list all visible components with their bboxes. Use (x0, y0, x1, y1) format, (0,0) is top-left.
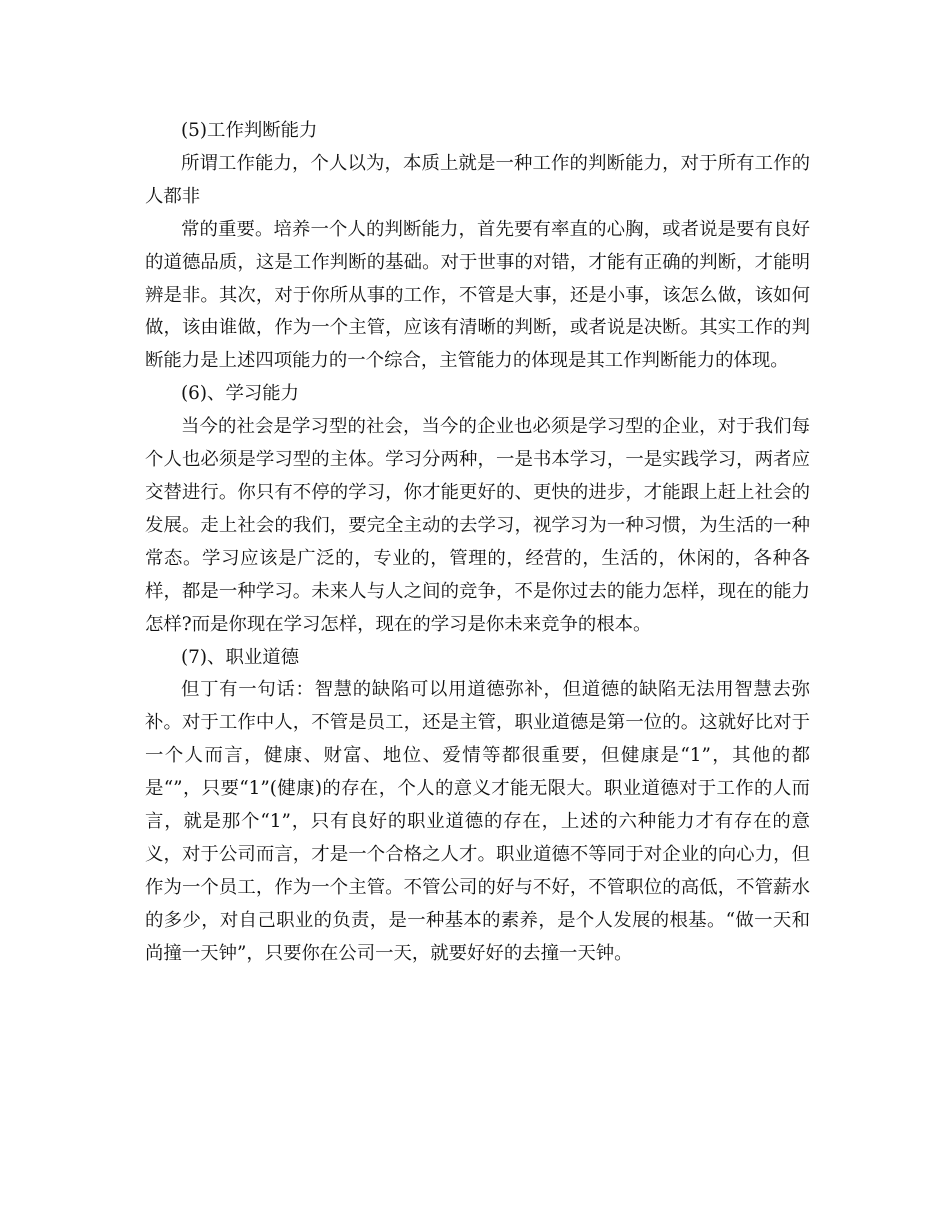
section-heading-5: (5)工作判断能力 (181, 120, 318, 141)
paragraph-6: 当今的社会是学习型的社会，当今的企业也必须是学习型的企业，对于我们每个人也必须是学习型的主体。学习分两种，一是书本学习，一是实践学习，两者应交替进行。你只有不停的学习，你才能更好的、更快的进步，才能跟上赶上社会的发展。走上社会的我们，要完全主动的去学习，视学习为一种习惯，为生活的一种常态。学习应该是广泛的，专业的，管理的，经营的，生活的，休闲的，各种各样，都是一种学习。未来人与人之间的竞争，不是你过去的能力怎样，现在的能力怎样?而是你现在学习怎样，现在的学习是你未来竞争的根本。 (145, 416, 810, 635)
document-body (145, 115, 810, 971)
section-heading-6: (6)、学习能力 (181, 383, 300, 405)
paragraph-7: 但丁有一句话：智慧的缺陷可以用道德弥补，但道德的缺陷无法用智慧去弥补。对于工作中人，不管是员工，还是主管，职业道德是第一位的。这就好比对于一个人而言，健康、财富、地位、爱情等都很重要，但健康是“1”，其他的都是“”，只要“1”(健康)的存在，个人的意义才能无限大。职业道德对于工作的人而言，就是那个“1”，只有良好的职业道德的存在，上述的六种能力才有存在的意义，对于公司而言，才是一个合格之人才。职业道德不等同于对企业的向心力，但作为一个员工，作为一个主管。不管公司的好与不好，不管职位的高低，不管薪水的多少，对自己职业的负责，是一种基本的素养，是个人发展的根基。“做一天和尚撞一天钟”，只要你在公司一天，就要好好的去撞一天钟。 (145, 679, 810, 964)
paragraph-5a: 所谓工作能力，个人以为，本质上就是一种工作的判断能力，对于所有工作的人都非 (145, 152, 810, 207)
section-heading-7: (7)、职业道德 (181, 646, 300, 668)
paragraph-5b: 常的重要。培养一个人的判断能力，首先要有率直的心胸，或者说是要有良好的道德品质，这是工作判断的基础。对于世事的对错，才能有正确的判断，才能明辨是非。其次，对于你所从事的工作，不管是大事，还是小事，该怎么做，该如何做，该由谁做，作为一个主管，应该有清晰的判断，或者说是决断。其实工作的判断能力是上述四项能力的一个综合，主管能力的体现是其工作判断能力的体现。 (145, 218, 810, 372)
